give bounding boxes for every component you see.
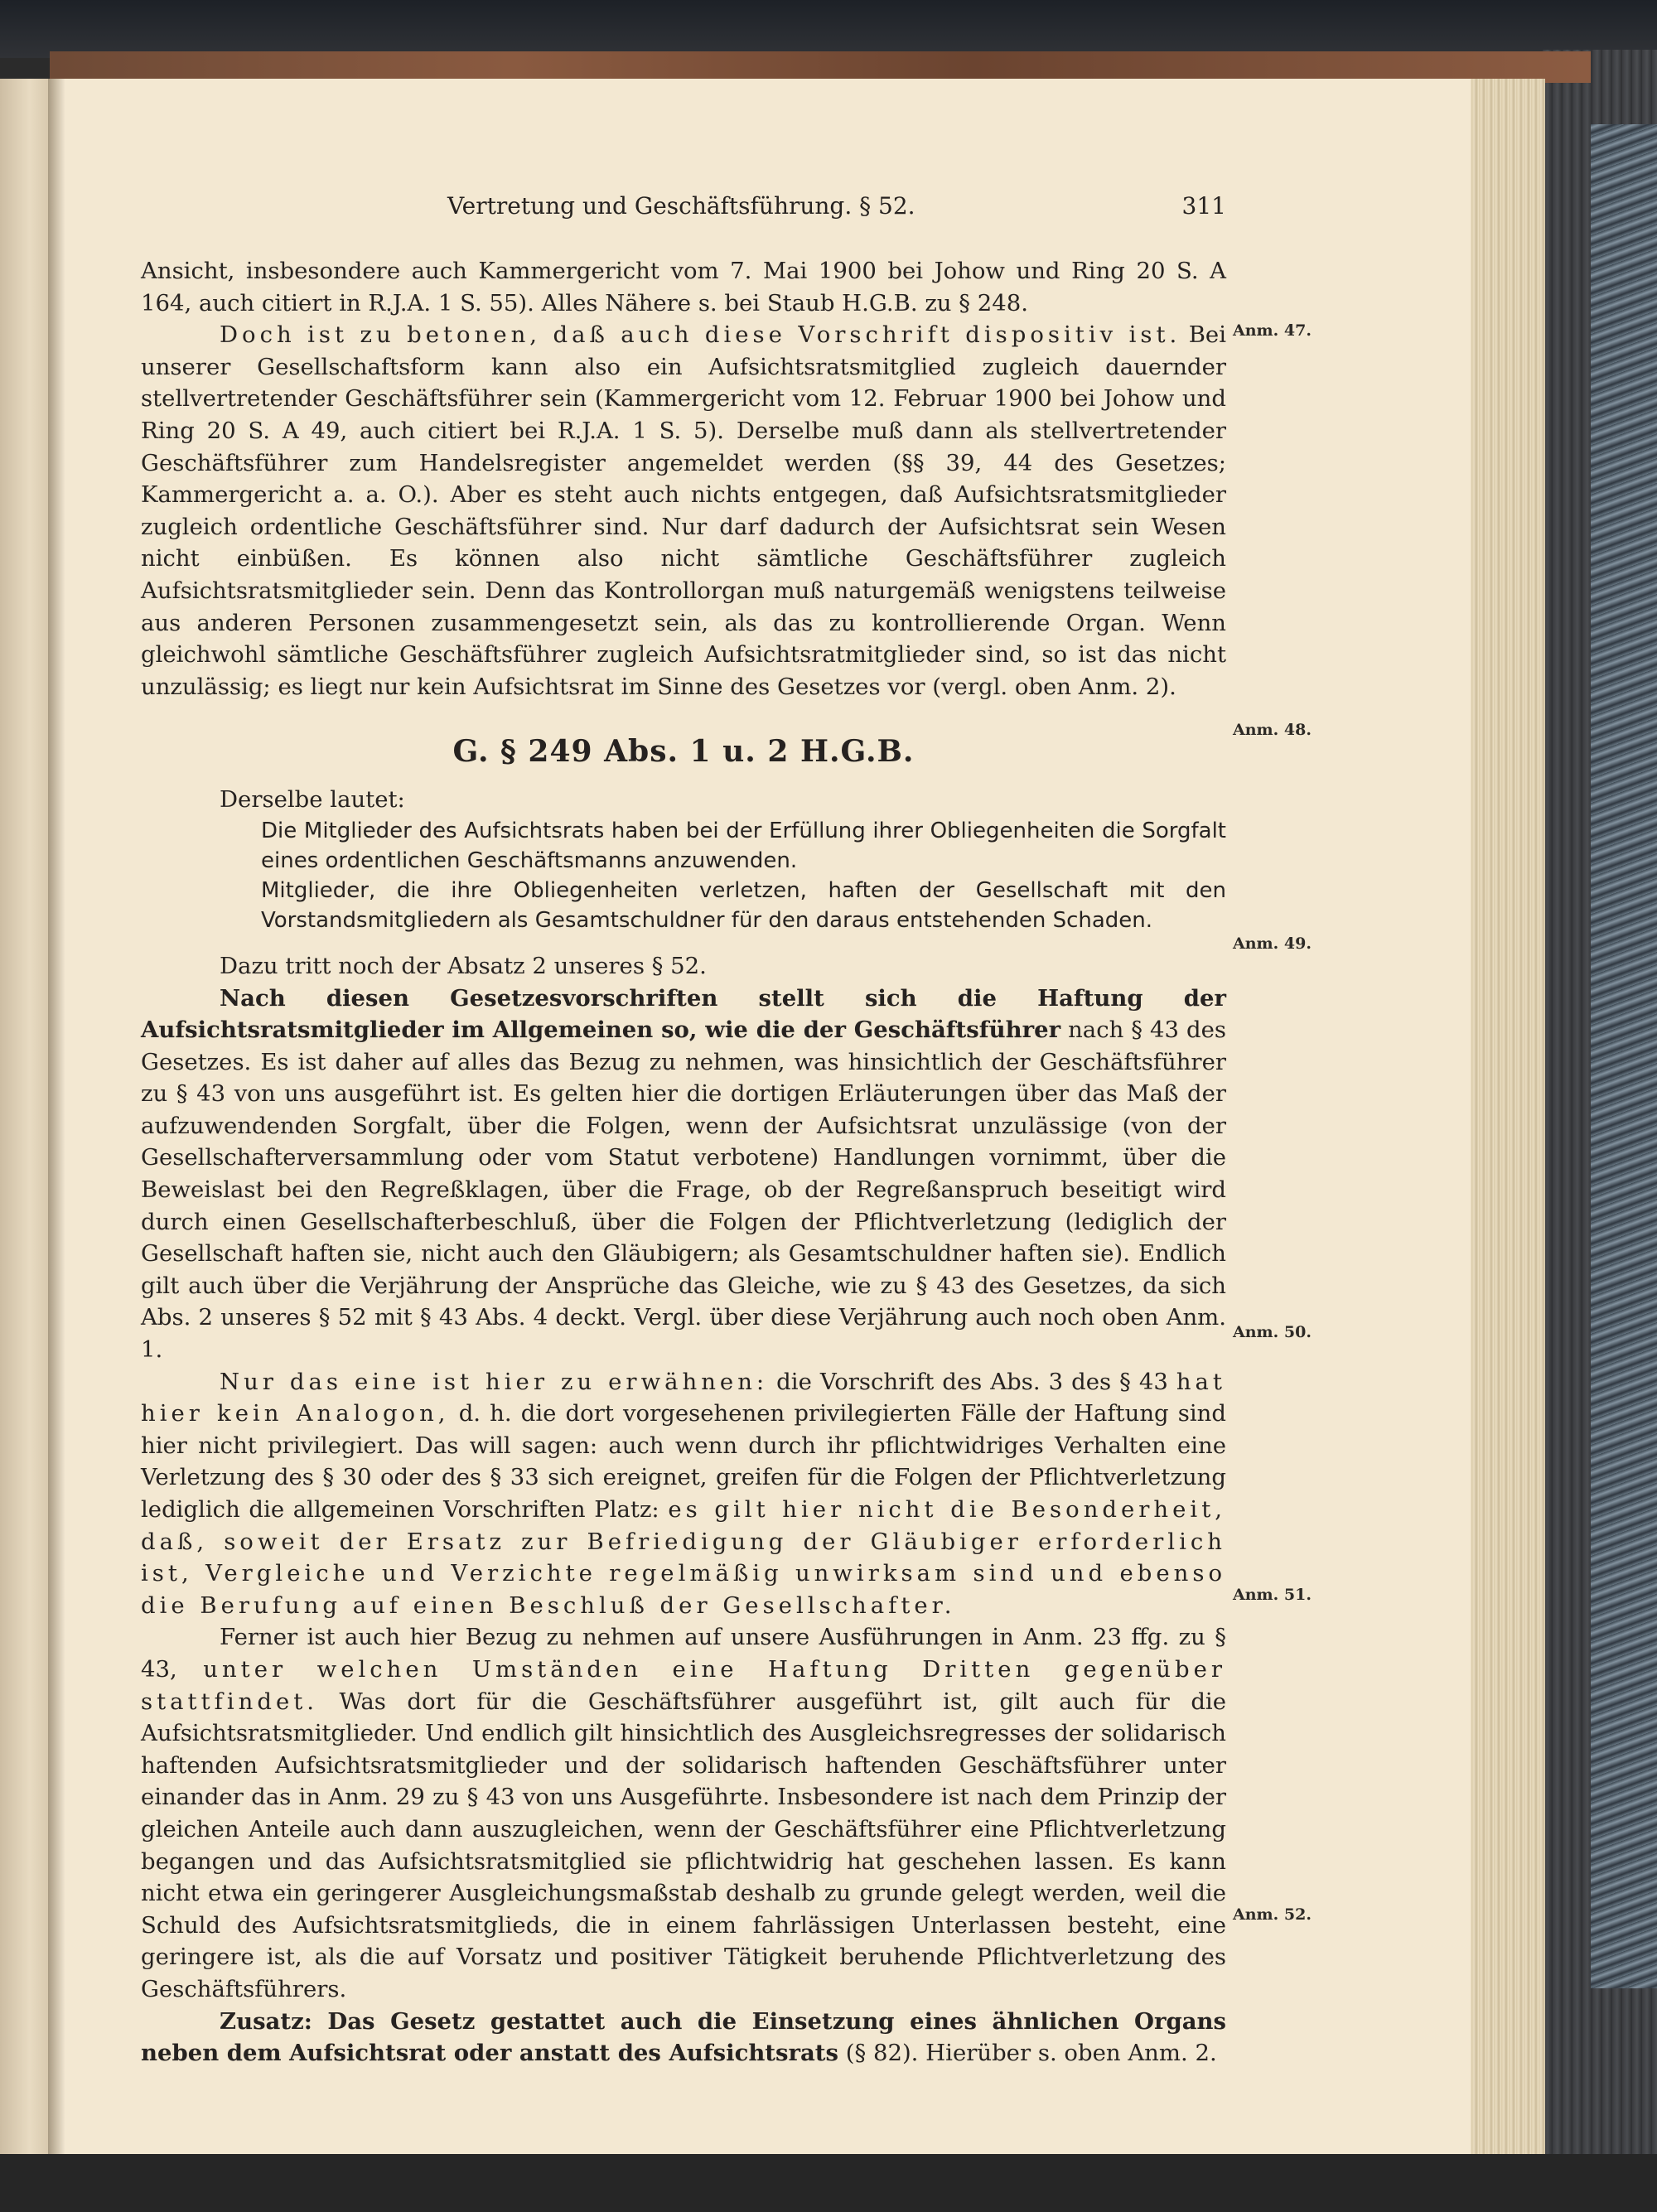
emphasis-zusatz: Zusatz: Das Gesetz gestattet auch die Einsetzung eines ähnlichen Organs neben dem Aufsichtsrat oder anstatt des Aufsichtsrats [141,2007,1226,2067]
body-text-column [141,255,1226,2070]
page-gutter-shadow [48,79,65,2200]
emphasis-haftung-dritten: unter welchen Umständen eine Haftung Dritten gegenüber stattfindet. [141,1655,1226,1715]
statute-quote-1: Die Mitglieder des Aufsichtsrats haben bei der Erfüllung ihrer Obliegenheiten die Sorgfalt eines ordentlichen Geschäftsmanns anzuwenden. [261,818,1226,873]
paragraph-anm51-text: Was dort für die Geschäftsführer ausgeführt ist, gilt auch für die Aufsichtsratsmitglieder. Und endlich gilt hinsichtlich des Ausgleichsregresses der solidarisch haftenden Aufsichtsratsmitglieder und der solidarisch haftenden Geschäftsführer unter einander das in Anm. 29 zu § 43 von uns Ausgeführte. Insbesondere ist nach dem Prinzip der gleichen Anteile auch dann auszugleichen, wenn der Geschäftsführer eine Pflichtverletzung begangen und das Aufsichtsratsmitglied sie pflichtwidrig hat geschehen lassen. Es kann nicht etwa ein geringerer Ausgleichungsmaßstab deshalb zu grunde gelegt werden, weil die Schuld des Aufsichtsratsmitglieds, die in einem fahrlässigen Unterlassen besteht, eine geringere ist, als die auf Vorsatz und positiver Tätigkeit beruhende Pflichtverletzung des Geschäftsführers. [141,1688,1226,2002]
book-cover-cloth [1591,124,1657,1988]
scanner-background-bottom [0,2154,1657,2212]
paragraph-anm50 [141,1366,1226,1622]
margin-note-anm51: Anm. 51. [1233,1586,1312,1604]
emphasis-haftung: Nach diesen Gesetzesvorschriften stellt sich die Haftung der Aufsichtsratsmitglieder im Allgemeinen so, wie die der Geschäftsführer [141,984,1226,1044]
paragraph-intro-1: Ansicht, insbesondere auch Kammergericht vom 7. Mai 1900 bei Johow und Ring 20 S. A 164, auch citiert in R.J.A. 1 S. 55). Alles Nähere s. bei Staub H.G.B. zu § 248. [141,258,1226,316]
emphasis-dispositiv: Doch ist zu betonen, daß auch diese Vorschrift dispositiv ist. [220,321,1181,349]
statute-quote-2: Mitglieder, die ihre Obliegenheiten verletzen, haften der Gesellschaft mit den Vorstandsmitgliedern als Gesamtschuldner für den daraus entstehenden Schaden. [261,877,1226,933]
section-heading-G: G. § 249 Abs. 1 u. 2 H.G.B. [452,734,915,770]
paragraph-anm51-lead: Ferner ist auch hier Bezug zu nehmen auf unsere Ausführungen in Anm. 23 ffg. zu § 43, [141,1624,1226,1683]
margin-note-anm49: Anm. 49. [1233,935,1312,953]
margin-note-anm50: Anm. 50. [1233,1323,1312,1341]
paragraph-anm49 [141,983,1226,1366]
margin-note-anm47: Anm. 47. [1233,321,1312,340]
paragraph-anm47 [141,319,1226,703]
page-number: 311 [1181,192,1226,220]
paragraph-anm50-text-a: die Vorschrift des Abs. 3 des § 43 [768,1368,1176,1395]
margin-note-anm48: Anm. 48. [1233,721,1312,739]
paragraph-anm52 [141,2006,1226,2070]
paragraph-anm52-text: (§ 82). Hierüber s. oben Anm. 2. [838,2040,1217,2067]
margin-note-anm52: Anm. 52. [1233,1905,1312,1924]
paragraph-anm49-text: nach § 43 des Gesetzes. Es ist daher auf alles das Bezug zu nehmen, was hinsichtlich der Geschäftsführer zu § 43 von uns ausgeführt ist. Es gelten hier die dortigen Erläuterungen über das Maß der aufzuwendenden Sorgfalt, über die Folgen, wenn der Aufsichtsrat unzulässige (von der Gesellschafterversammlung oder vom Statut verbotene) Handlungen vornimmt, über die Beweislast bei den Regreßklagen, über die Frage, ob der Regreßanspruch beseitigt wird durch einen Gesellschafterbeschluß, über die Folgen der Pflichtverletzung (lediglich der Gesellschaft haften sie, nicht auch den Gläubigern; als Gesamtschuldner haften sie). Endlich gilt auch über die Verjährung der Ansprüche das Gleiche, wie zu § 43 des Gesetzes, da sich Abs. 2 unseres § 52 mit § 43 Abs. 4 deckt. Vergl. über diese Verjährung auch noch oben Anm. 1. [141,1017,1227,1364]
emphasis-kein-analogon: hat hier kein Analogon, [141,1368,1226,1427]
emphasis-besonderheit: es gilt hier nicht die Besonderheit, daß, soweit der Ersatz zur Befriedigung der Gläubiger erforderlich ist, Vergleiche und Verzichte regelmäßig unwirksam sind und ebenso die Berufung auf einen Beschluß der Gesellschafter. [141,1496,1226,1619]
emphasis-nur-das-eine: Nur das eine ist hier zu erwähnen: [220,1368,769,1395]
scanner-background-top [0,0,1657,58]
paragraph-anm51 [141,1621,1226,2005]
paragraph-anm50-text-b: d. h. die dort vorgesehenen privilegierten Fälle der Haftung sind hier nicht privilegiert. Das will sagen: auch wenn durch ihr pflichtwidriges Verhalten eine Verletzung des § 30 oder des § 33 sich ereignet, greifen für die Folgen der Pflichtverletzung lediglich die allgemeinen Vorschriften Platz: [141,1400,1226,1523]
paragraph-anm47-text: Bei unserer Gesellschaftsform kann also ein Aufsichtsratsmitglied zugleich dauernder stellvertretender Geschäftsführer sein (Kammergericht vom 12. Februar 1900 bei Johow und Ring 20 S. A 49, auch citiert bei R.J.A. 1 S. 5). Derselbe muß dann als stellvertretender Geschäftsführer zum Handelsregister angemeldet werden (§§ 39, 44 des Gesetzes; Kammergericht a. a. O.). Aber es steht auch nichts entgegen, daß Aufsichtsratsmitglieder zugleich ordentliche Geschäftsführer sind. Nur darf dadurch der Aufsichtsrat sein Wesen nicht einbüßen. Es können also nicht sämtliche Geschäftsführer zugleich Aufsichtsratsmitglieder sein. Denn das Kontrollorgan muß naturgemäß wenigstens teilweise aus anderen Personen zusammengesetzt sein, als das zu kontrollierende Organ. Wenn gleichwohl sämtliche Geschäftsführer zugleich Aufsichtsratmitglieder sind, so ist das nicht unzulässig; es liegt nur kein Aufsichtsrat im Sinne des Gesetzes vor (vergl. oben Anm. 2). [141,321,1226,700]
paragraph-lead-derselbe: Derselbe lautet: [220,786,405,814]
statute-quote [261,816,1226,935]
running-title: Vertretung und Geschäftsführung. § 52. [447,192,915,220]
paragraph-anm49-lead: Dazu tritt noch der Absatz 2 unseres § 52. [220,952,707,979]
facing-page-edge [0,79,50,2200]
